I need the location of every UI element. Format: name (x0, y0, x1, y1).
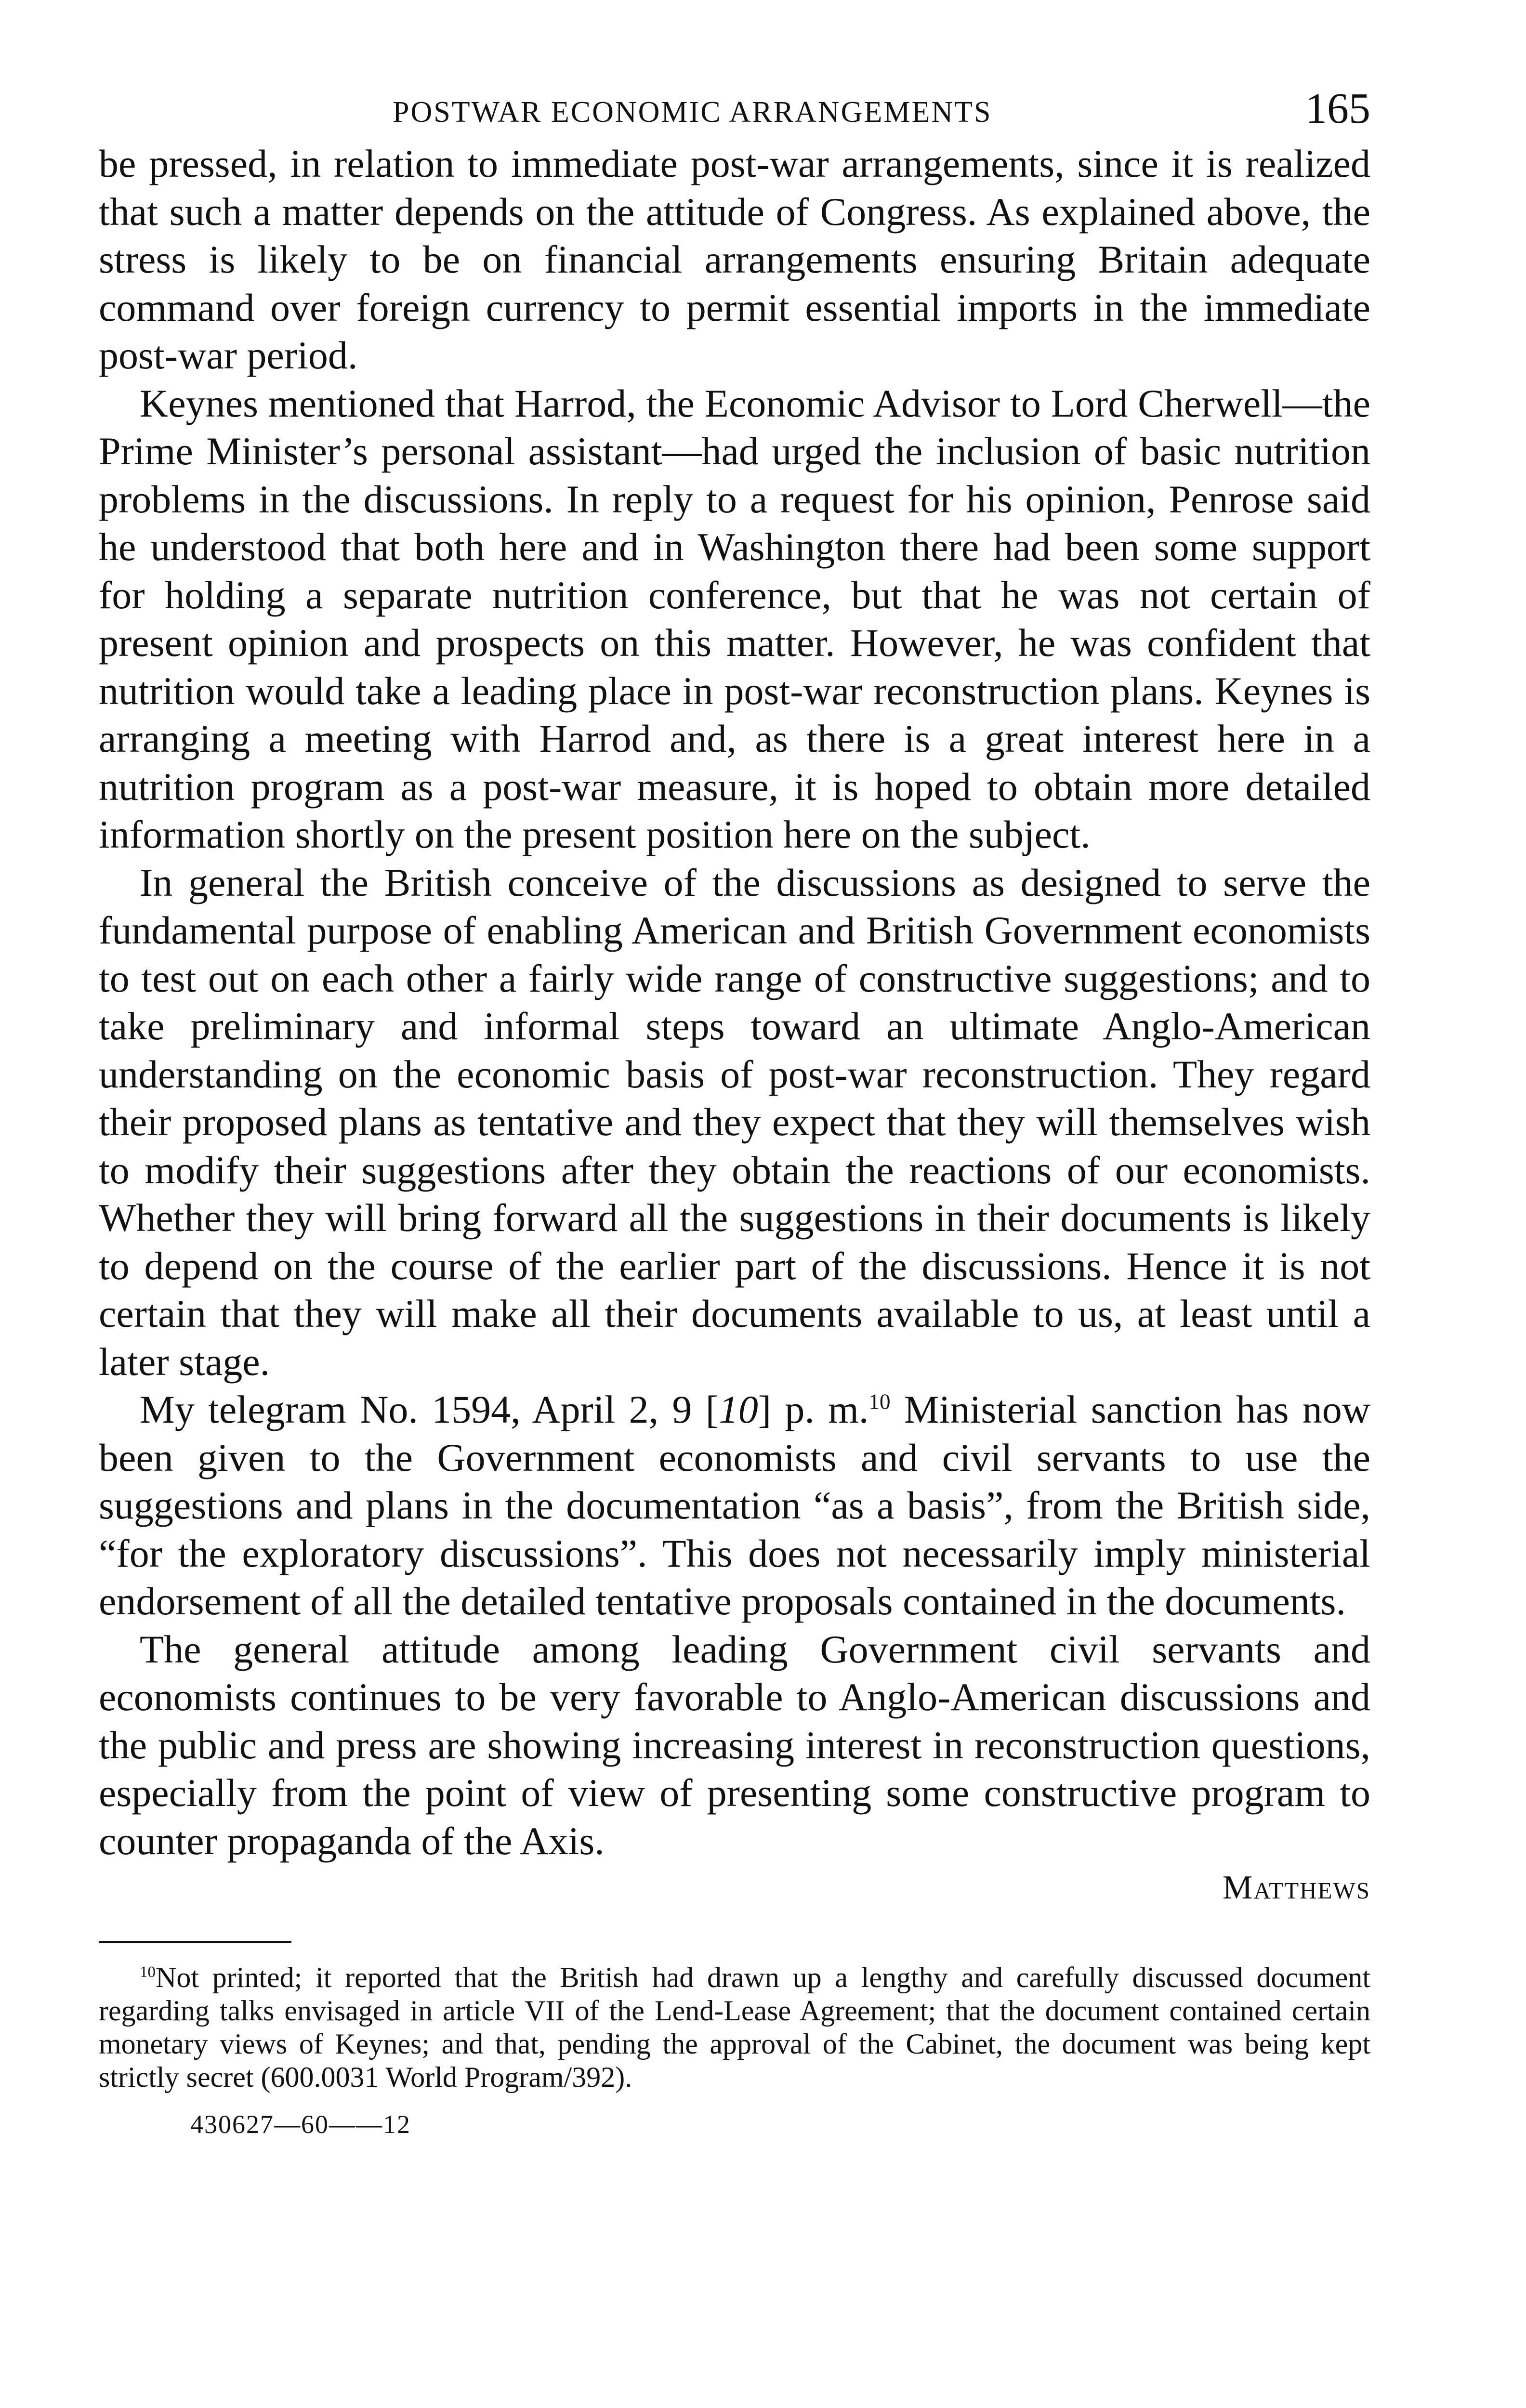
paragraph-keynes-nutrition: Keynes mentioned that Harrod, the Economic Advisor to Lord Cherwell—the Prime Minister’s personal assistant—had urged the inclusion of basic nutrition problems in the discussions. In reply to a request for his opinion, Penrose said he understood that both here and in Washington there had been some support for holding a separate nutrition conference, but that he was not certain of present opinion and prospects on this matter. However, he was confident that nutrition would take a leading place in post-war reconstruction plans. Keynes is arranging a meeting with Harrod and, as there is a great interest here in a nutrition program as a post-war measure, it is hoped to obtain more detailed information shortly on the present position here on the subject. (99, 381, 1370, 856)
telegram-reference-text: My telegram No. 1594, April 2, 9 [ (140, 1387, 719, 1431)
footnote-text: Not printed; it reported that the British had drawn up a lengthy and carefully discussed document regarding talks envisaged in article VII of the Lend-Lease Agreement; that the document contained certain monetary views of Keynes; and that, pending the approval of the Cabinet, the document was being kept strictly secret (600.0031 World Program/392). (99, 1962, 1370, 2093)
signature: Matthews (1223, 1869, 1370, 1906)
paragraph-ministerial-sanction (99, 1386, 1370, 1625)
paragraph-general-attitude: The general attitude among leading Government civil servants and economists continues to be very favorable to Anglo-American discussions and the public and press are showing increasing interest in reconstruction questions, especially from the point of view of presenting some constructive program to counter propaganda of the Axis. (99, 1627, 1370, 1863)
telegram-time-text: ] p. m. (758, 1387, 869, 1431)
print-code: 430627—60——12 (190, 2110, 411, 2139)
bracketed-correction: 10 (718, 1387, 758, 1431)
running-title: POSTWAR ECONOMIC ARRANGEMENTS (393, 96, 992, 129)
footnote (99, 1961, 1370, 2094)
sanction-text: Ministerial sanction has now been given to the Government economists and civil servants to use the suggestions and plans in the documentation “as a basis”, from the British side, “for the exploratory discussions”. This does not necessarily imply ministerial endorsement of all the detailed tentative proposals contained in the documents. (99, 1387, 1370, 1623)
footnote-reference: 10 (868, 1389, 891, 1414)
page-number: 165 (1305, 85, 1370, 132)
paragraph-british-conception: In general the British conceive of the discussions as designed to serve the fundamental purpose of enabling American and British Government economists to test out on each other a fairly wide range of constructive suggestions; and to take preliminary and informal steps toward an ultimate Anglo-American understanding on the economic basis of post-war reconstruction. They regard their proposed plans as tentative and they expect that they will themselves wish to modify their suggestions after they obtain the reactions of our economists. Whether they will bring forward all the suggestions in their documents is likely to depend on the course of the earlier part of the discussions. Hence it is not certain that they will make all their documents available to us, at least until a later stage. (99, 860, 1370, 1384)
footnote-divider (99, 1941, 291, 1943)
document-page (99, 72, 1370, 2139)
paragraph-continued: be pressed, in relation to immediate post-war arrangements, since it is realized that such a matter depends on the attitude of Congress. As explained above, the stress is likely to be on financial arrangements ensuring Britain adequate command over foreign currency to permit essential imports in the immediate post-war period. (99, 142, 1370, 377)
running-header (99, 72, 1370, 140)
footnote-number: 10 (140, 1963, 156, 1981)
body-text (99, 140, 1370, 1865)
